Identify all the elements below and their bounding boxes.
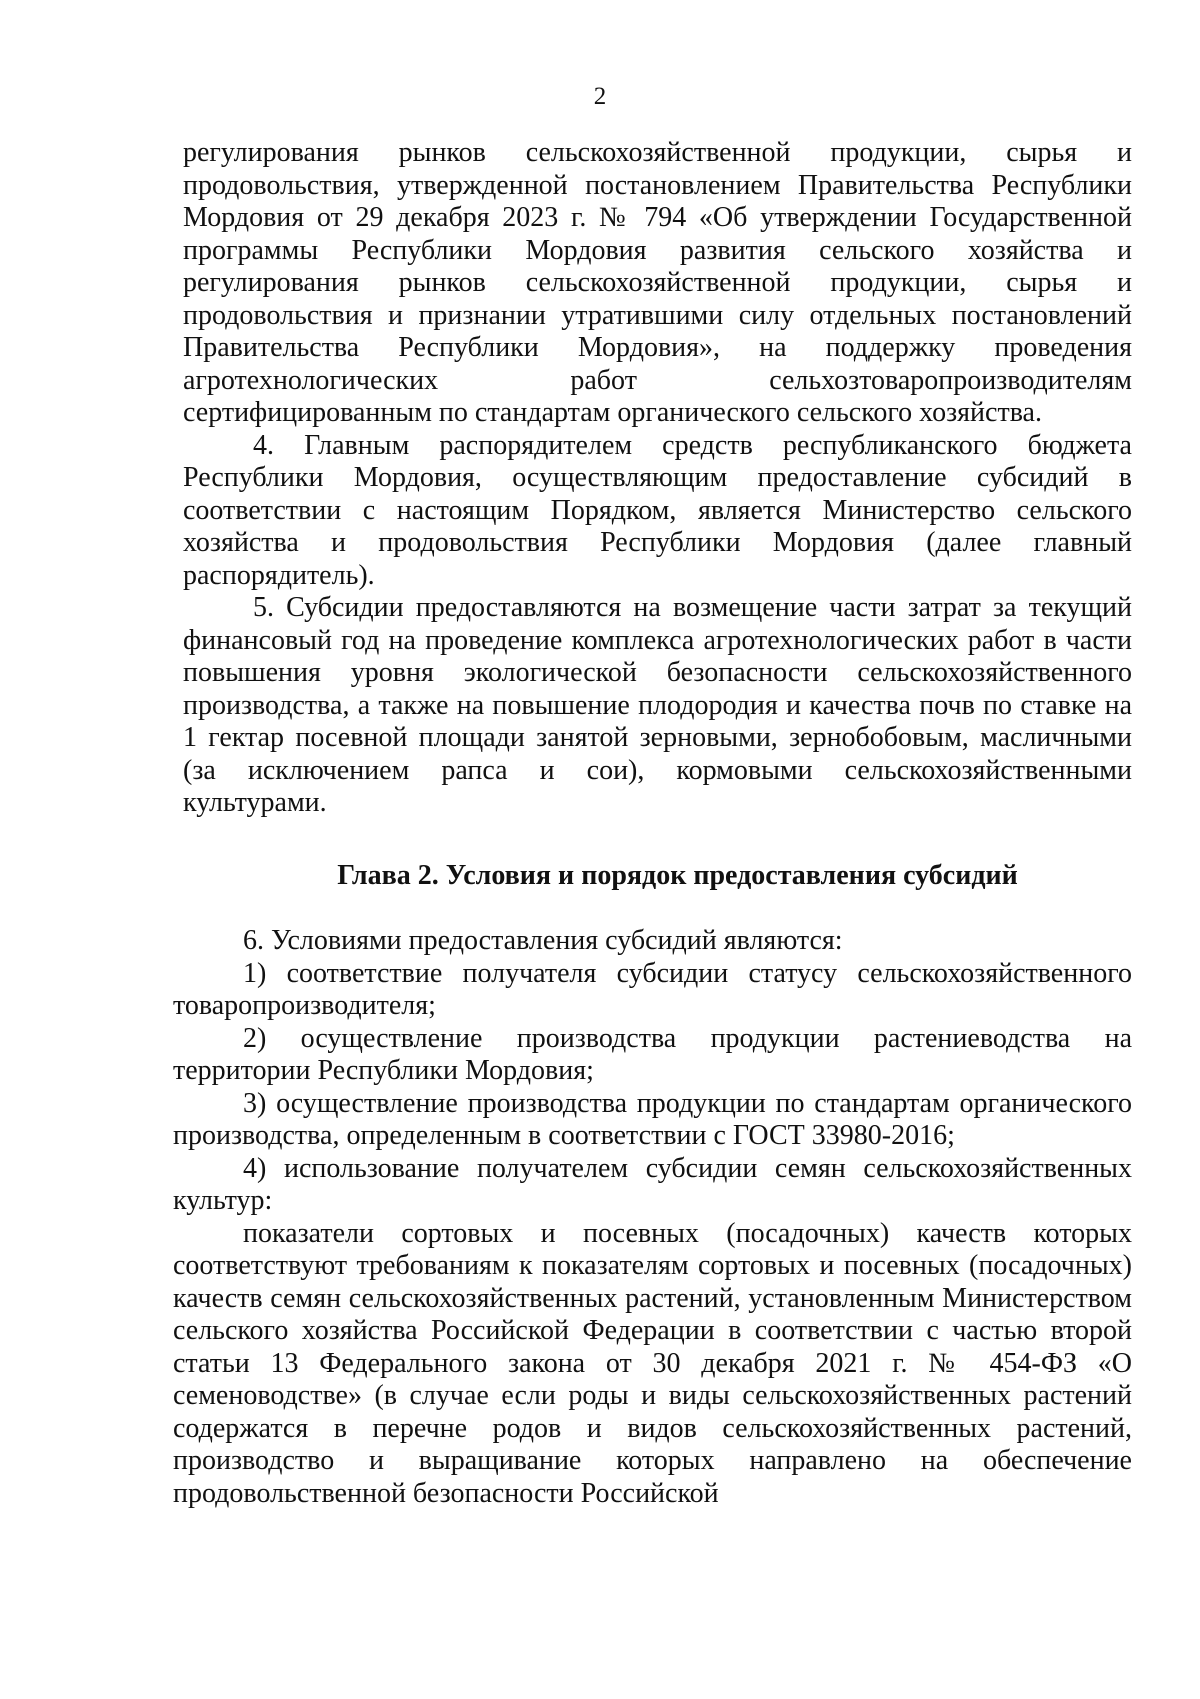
- page-number: 2: [593, 83, 607, 110]
- paragraph-4: 4. Главным распорядителем средств республиканского бюджета Республики Мордовия, осуществляющим предоставление субсидий в соответствии с настоящим Порядком, является Министерство сельского хозяйства и продовольствия Республики Мордовия (далее главный распорядитель).: [183, 429, 1132, 591]
- paragraph-6: 6. Условиями предоставления субсидий являются:: [243, 925, 843, 956]
- seed-quality-requirements: показатели сортовых и посевных (посадочных) качеств которых соответствуют требованиям к показателям сортовых и посевных (посадочных) качеств семян сельскохозяйственных растений, установленным Министерством сельского хозяйства Российской Федерации в соответствии с частью второй статьи 13 Федерального закона от 30 декабря 2021 г. № 454-ФЗ «О семеноводстве» (в случае если роды и виды сельскохозяйственных растений содержатся в перечне родов и видов сельскохозяйственных растений, производство и выращивание которых направлено на обеспечение продовольственной безопасности Российской: [173, 1217, 1132, 1509]
- paragraph-5: 5. Субсидии предоставляются на возмещение части затрат за текущий финансовый год на проведение комплекса агротехнологических работ в части повышения уровня экологической безопасности сельскохозяйственного производства, а также на повышение плодородия и качества почв по ставке на 1 гектар посевной площади занятой зерновыми, зернобобовым, масличными (за исключением рапса и сои), кормовыми сельскохозяйственными культурами.: [183, 592, 1132, 818]
- condition-4: 4) использование получателем субсидии семян сельскохозяйственных культур:: [173, 1152, 1132, 1216]
- chapter-2-heading: Глава 2. Условия и порядок предоставления субсидий: [337, 860, 1018, 891]
- condition-1: 1) соответствие получателя субсидии статусу сельскохозяйственного товаропроизводителя;: [173, 957, 1132, 1021]
- condition-3: 3) осуществление производства продукции по стандартам органического производства, определенным в соответствии с ГОСТ 33980-2016;: [173, 1087, 1132, 1151]
- paragraph-program-continuation: регулирования рынков сельскохозяйственной продукции, сырья и продовольствия, утвержденной постановлением Правительства Республики Мордовия от 29 декабря 2023 г. № 794 «Об утверждении Государственной программы Республики Мордовия развития сельского хозяйства и регулирования рынков сельскохозяйственной продукции, сырья и продовольствия и признании утратившими силу отдельных постановлений Правительства Республики Мордовия», на поддержку проведения агротехнологических работ сельхозтоваропроизводителям сертифицированным по стандартам органического сельского хозяйства.: [183, 137, 1132, 428]
- chapter-2-text: [173, 925, 1132, 1510]
- condition-2: 2) осуществление производства продукции растениеводства на территории Республики Мордовия;: [173, 1022, 1132, 1086]
- section-1-text: [183, 137, 1132, 820]
